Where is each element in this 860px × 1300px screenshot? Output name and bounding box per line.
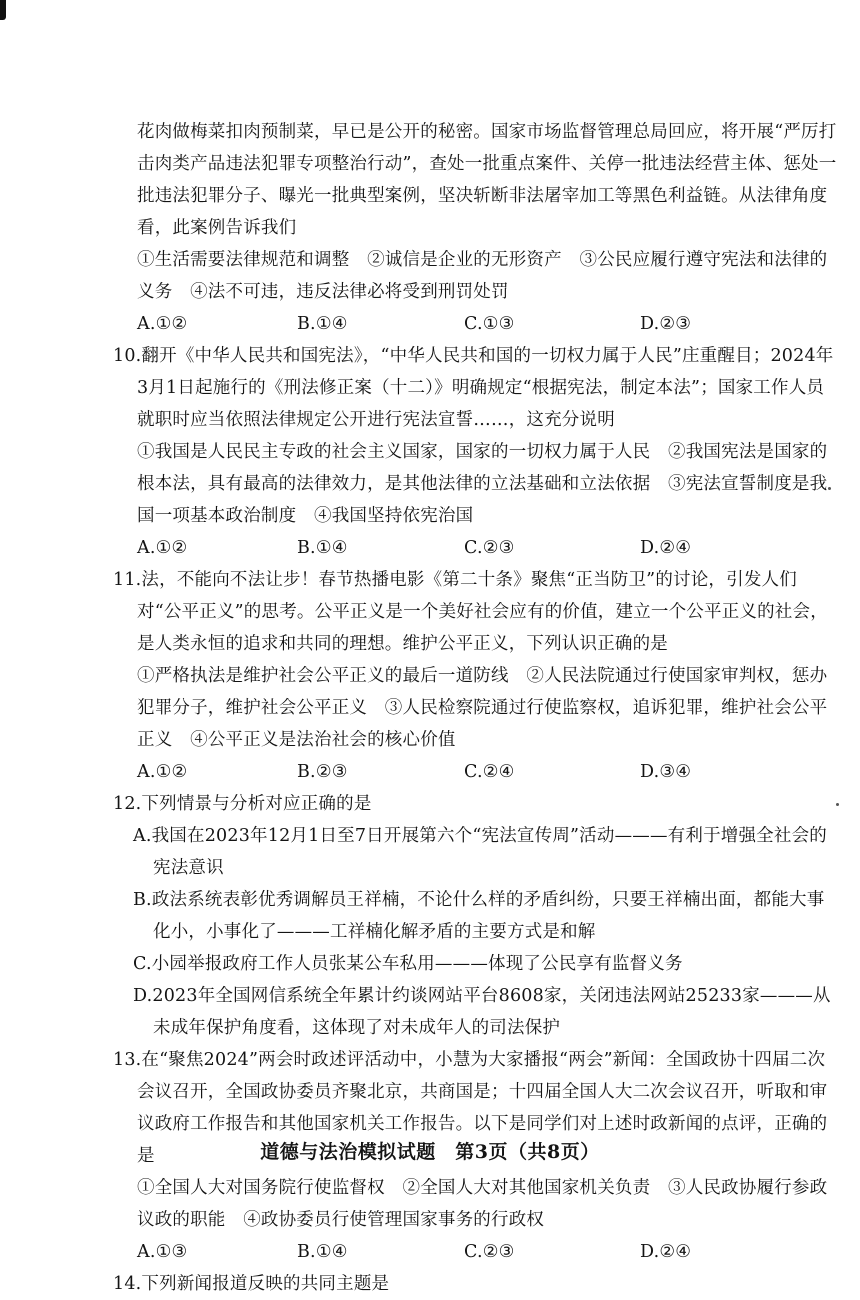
question-12	[113, 788, 837, 1044]
option-b: B.①④	[297, 538, 348, 558]
scan-corner-mark	[0, 0, 6, 20]
statement-list: ①生活需要法律规范和调整 ②诚信是企业的无形资产 ③公民应履行遵守宪法和法律的义务 ④法不可违，违反法律必将受到刑罚处罚	[137, 250, 828, 302]
question-9-continuation	[137, 116, 837, 340]
question-14	[113, 1268, 837, 1300]
option-d: D.②④	[640, 1242, 692, 1262]
option-d: D.②③	[640, 314, 692, 334]
option-c: C.小园举报政府工作人员张某公车私用———体现了公民享有监督义务	[133, 954, 683, 974]
option-d: D.③④	[640, 762, 692, 782]
question-stem: 12.下列情景与分析对应正确的是	[113, 794, 372, 814]
exam-body	[113, 116, 837, 1300]
option-b: B.①④	[297, 314, 348, 334]
option-d: D.②④	[640, 538, 692, 558]
option-row	[113, 532, 837, 564]
option-b: B.②③	[297, 762, 348, 782]
option-d: D.2023年全国网信系统全年累计约谈网站平台8608家，关闭违法网站25233家———从未成年保护角度看，这体现了对未成年人的司法保护	[133, 986, 831, 1038]
question-stem: 11.法，不能向不法让步！春节热播电影《第二十条》聚焦“正当防卫”的讨论，引发人们对“公平正义”的思考。公平正义是一个美好社会应有的价值，建立一个公平正义的社会，是人类永恒的追求和共同的理想。维护公平正义，下列认识正确的是	[113, 570, 828, 654]
question-stem: 14.下列新闻报道反映的共同主题是	[113, 1274, 390, 1294]
passage-text: 花肉做梅菜扣肉预制菜，早已是公开的秘密。国家市场监督管理总局回应，将开展“严厉打击肉类产品违法犯罪专项整治行动”，查处一批重点案件、关停一批违法经营主体、惩处一批违法犯罪分子、曝光一批典型案例，坚决斩断非法屠宰加工等黑色利益链。从法律角度看，此案例告诉我们	[137, 122, 837, 238]
statement-list: ①我国是人民民主专政的社会主义国家，国家的一切权力属于人民 ②我国宪法是国家的根本法，具有最高的法律效力，是其他法律的立法基础和立法依据 ③宪法宣誓制度是我国一项基本政治制度 ④我国坚持依宪治国	[137, 442, 828, 526]
option-a: A.①③	[137, 1242, 188, 1262]
option-c: C.②④	[464, 762, 515, 782]
statement-list: ①严格执法是维护社会公平正义的最后一道防线 ②人民法院通过行使国家审判权，惩办犯罪分子，维护社会公平正义 ③人民检察院通过行使监察权，追诉犯罪，维护社会公平正义 ④公平正义是法治社会的核心价值	[137, 666, 828, 750]
question-stem: 13.在“聚焦2024”两会时政述评活动中，小慧为大家播报“两会”新闻：全国政协十四届二次会议召开，全国政协委员齐聚北京，共商国是；十四届全国人大二次会议召开，听取和审议政府工作报告和其他国家机关工作报告。以下是同学们对上述时政新闻的点评，正确的是	[113, 1050, 828, 1166]
option-a: A.我国在2023年12月1日至7日开展第六个“宪法宣传周”活动———有利于增强全社会的宪法意识	[133, 826, 827, 878]
option-c: C.②③	[464, 538, 515, 558]
option-a: A.①②	[137, 538, 188, 558]
page-footer: 道德与法治模拟试题 第3页（共8页）	[260, 1141, 600, 1163]
option-row	[113, 756, 837, 788]
option-b: B.政法系统表彰优秀调解员王祥楠，不论什么样的矛盾纠纷，只要王祥楠出面，都能大事化小，小事化了———工祥楠化解矛盾的主要方式是和解	[133, 890, 825, 942]
option-b: B.①④	[297, 1242, 348, 1262]
option-c: C.①③	[464, 314, 515, 334]
question-stem: 10.翻开《中华人民共和国宪法》，“中华人民共和国的一切权力属于人民”庄重醒目；2024年3月1日起施行的《刑法修正案（十二）》明确规定“根据宪法，制定本法”；国家工作人员就职时应当依照法律规定公开进行宪法宣誓……，这充分说明	[113, 346, 834, 430]
question-11	[113, 564, 837, 788]
option-c: C.②③	[464, 1242, 515, 1262]
option-row	[137, 308, 837, 340]
question-10	[113, 340, 837, 564]
option-row	[113, 1236, 837, 1268]
option-a: A.①②	[137, 762, 188, 782]
statement-list: ①全国人大对国务院行使监督权 ②全国人大对其他国家机关负责 ③人民政协履行参政议政的职能 ④政协委员行使管理国家事务的行政权	[137, 1178, 828, 1230]
option-a: A.①②	[137, 314, 188, 334]
